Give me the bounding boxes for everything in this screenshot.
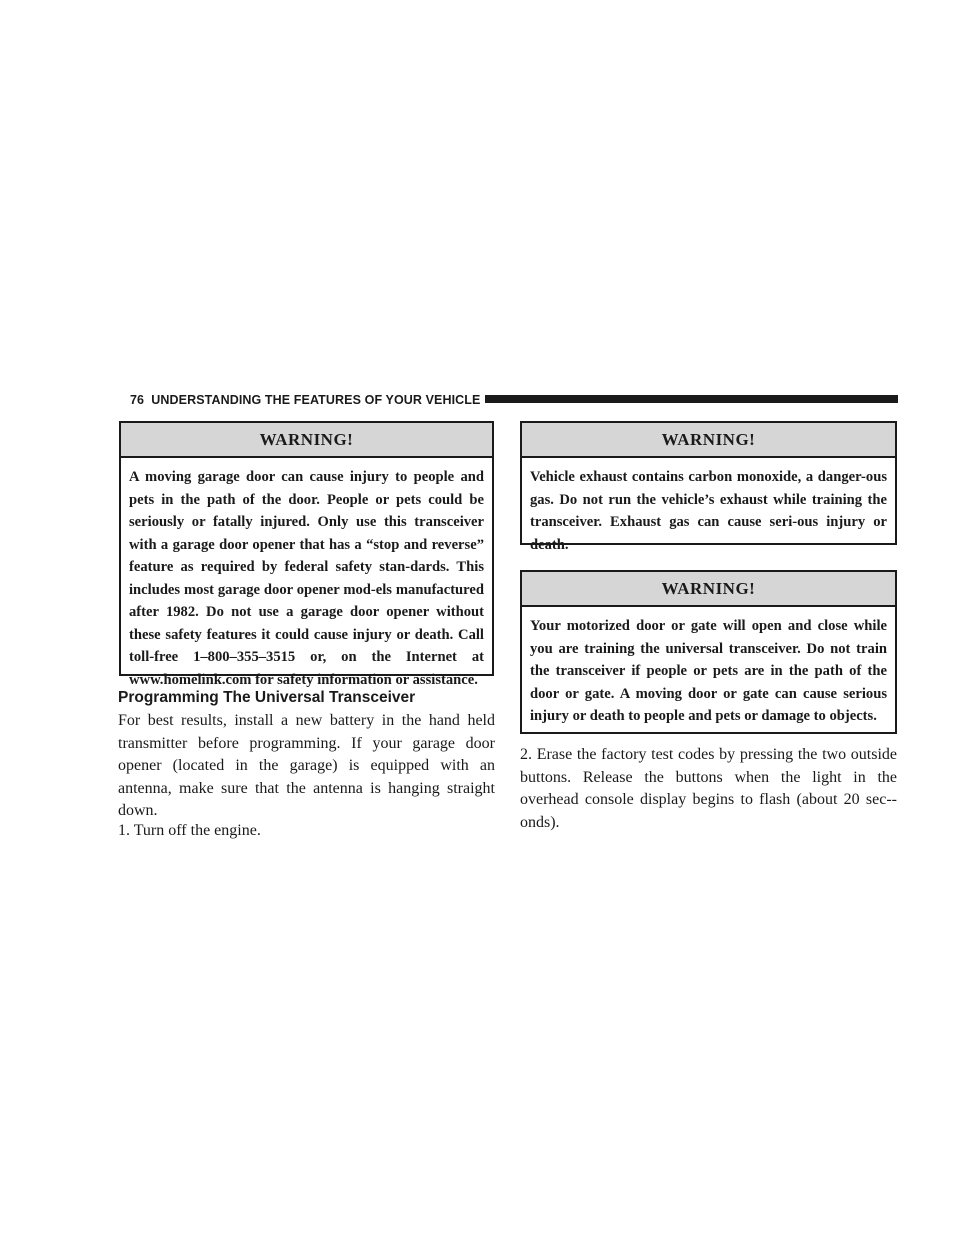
warning-text: Vehicle exhaust contains carbon monoxide, a danger-ous gas. Do not run the vehicle’s exhaust while training the transceiver. Exhaust gas can cause seri-ous injury or death. xyxy=(530,469,887,553)
page-header xyxy=(130,392,898,408)
step-2-text: 2. Erase the factory test codes by pressing the two outside buttons. Release the buttons when the light in the overhead console display begins to flash (about 20 sec-onds). xyxy=(520,746,897,831)
header-rule-bar xyxy=(485,395,898,403)
intro-paragraph: For best results, install a new battery in the hand held transmitter before programming. If your garage door opener (located in the garage) is equipped with an antenna, make sure that the antenna is hanging straight down. xyxy=(118,712,495,819)
page-number: 76 xyxy=(130,393,145,407)
step-1-text: 1. Turn off the engine. xyxy=(118,822,261,839)
chapter-title: UNDERSTANDING THE FEATURES OF YOUR VEHICLE xyxy=(151,393,481,407)
warning-text: A moving garage door can cause injury to people and pets in the path of the door. People or pets could be seriously or fatally injured. Only use this transceiver with a garage door opener that has a “stop and reverse” feature as required by federal safety stan-dards. This includes most garage door opener mod-els manufactured after 1982. Do not use a garage door opener without these safety features it could cause injury or death. Call toll-free 1–800–355–3515 or, on the Internet at www.homelink.com for safety information or assistance. xyxy=(129,469,484,688)
warning-title: WARNING! xyxy=(522,423,895,458)
page-header-text xyxy=(130,392,480,408)
warning-box-motorized-door xyxy=(520,570,897,734)
section-heading: Programming The Universal Transceiver xyxy=(118,689,416,706)
warning-text: Your motorized door or gate will open and close while you are training the universal transceiver. Do not train the transceiver if people or pets are in the path of the door or gate. A moving door or gate can cause serious injury or death to people and pets or damage to objects. xyxy=(530,618,887,724)
warning-box-exhaust xyxy=(520,421,897,553)
warning-box-garage-door xyxy=(119,421,494,688)
warning-title: WARNING! xyxy=(121,423,492,458)
warning-title: WARNING! xyxy=(522,572,895,607)
